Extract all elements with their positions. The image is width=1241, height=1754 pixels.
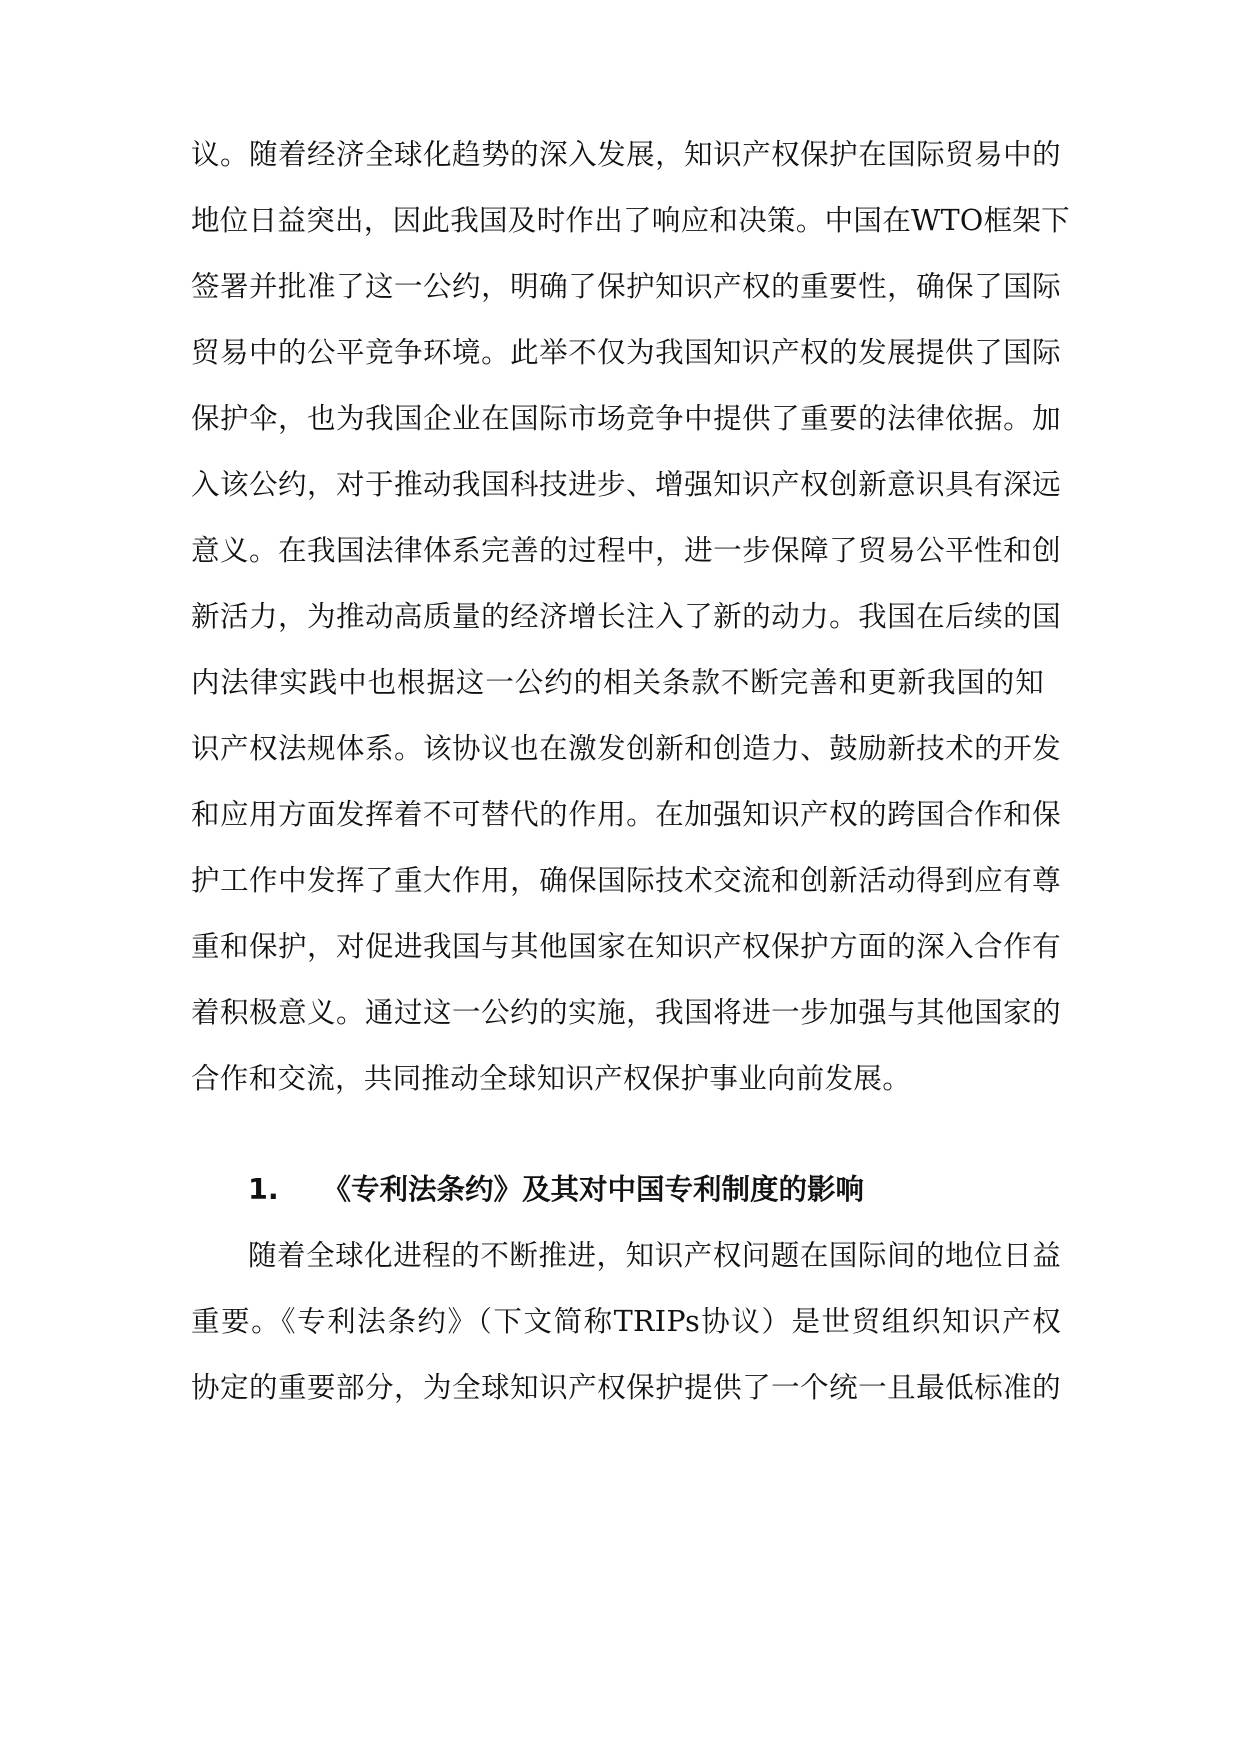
- paragraph-line: 签署并批准了这一公约，明确了保护知识产权的重要性，确保了国际: [191, 270, 1061, 303]
- paragraph-line: 贸易中的公平竞争环境。此举不仅为我国知识产权的发展提供了国际: [191, 336, 1061, 369]
- paragraph-line: 重和保护，对促进我国与其他国家在知识产权保护方面的深入合作有: [191, 930, 1061, 963]
- paragraph-line: 着积极意义。通过这一公约的实施，我国将进一步加强与其他国家的: [191, 996, 1061, 1029]
- paragraph-line: 议。随着经济全球化趋势的深入发展，知识产权保护在国际贸易中的: [191, 138, 1061, 171]
- paragraph-line: 识产权法规体系。该协议也在激发创新和创造力、鼓励新技术的开发: [191, 732, 1061, 765]
- paragraph-line: 内法律实践中也根据这一公约的相关条款不断完善和更新我国的知: [191, 666, 1044, 699]
- section-number: 1.: [248, 1173, 279, 1206]
- paragraph-line: 协定的重要部分，为全球知识产权保护提供了一个统一且最低标准的: [191, 1371, 1061, 1404]
- paragraph-line: 和应用方面发挥着不可替代的作用。在加强知识产权的跨国合作和保: [191, 798, 1061, 831]
- paragraph-line: 意义。在我国法律体系完善的过程中，进一步保障了贸易公平性和创: [191, 534, 1061, 567]
- paragraph-line: 新活力，为推动高质量的经济增长注入了新的动力。我国在后续的国: [191, 600, 1061, 633]
- paragraph-line: 重要。《专利法条约》（下文简称TRIPs协议）是世贸组织知识产权: [191, 1305, 1061, 1338]
- paragraph-line: 随着全球化进程的不断推进，知识产权问题在国际间的地位日益: [248, 1239, 1061, 1272]
- paragraph-line: 合作和交流，共同推动全球知识产权保护事业向前发展。: [191, 1062, 912, 1095]
- section-title: 《专利法条约》及其对中国专利制度的影响: [322, 1173, 865, 1206]
- paragraph-line: 入该公约，对于推动我国科技进步、增强知识产权创新意识具有深远: [191, 468, 1061, 501]
- paragraph-line: 保护伞，也为我国企业在国际市场竞争中提供了重要的法律依据。加: [191, 402, 1061, 435]
- paragraph-line: 护工作中发挥了重大作用，确保国际技术交流和创新活动得到应有尊: [191, 864, 1061, 897]
- paragraph-line: 地位日益突出，因此我国及时作出了响应和决策。中国在WTO框架下: [191, 204, 1070, 237]
- section-heading: [248, 1170, 864, 1210]
